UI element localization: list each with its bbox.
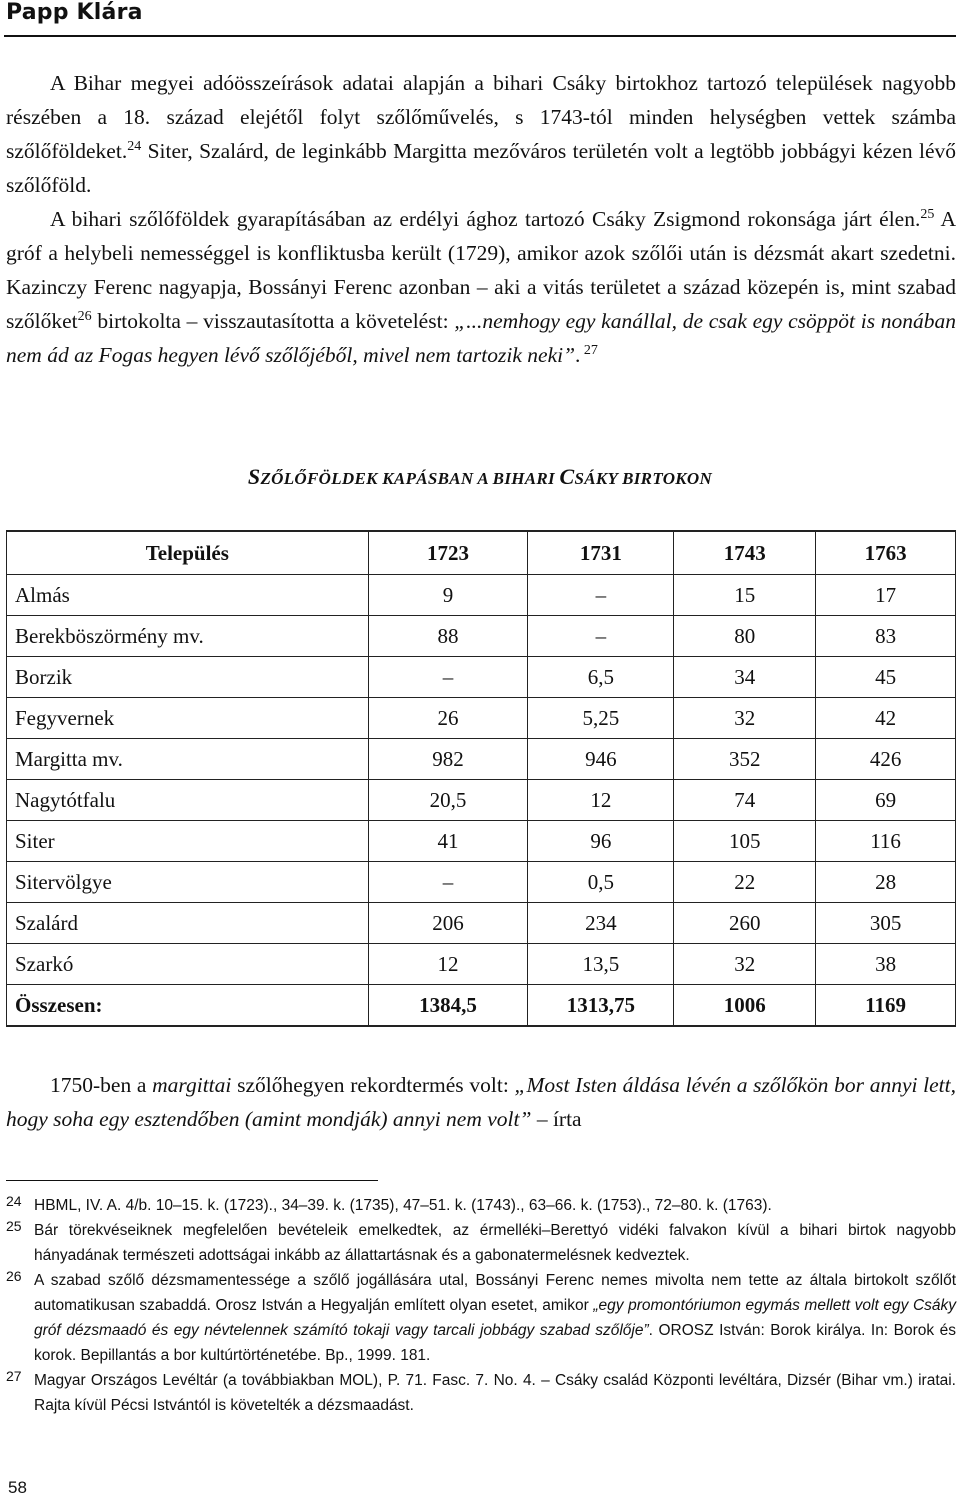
footnote-divider bbox=[6, 1180, 378, 1181]
table-row bbox=[7, 657, 956, 698]
header-divider bbox=[4, 35, 956, 37]
header-cell: 1731 bbox=[528, 531, 674, 575]
value-cell: 305 bbox=[816, 903, 956, 944]
paragraph-3-part-2: szőlőhegyen rekordtermés volt: bbox=[231, 1073, 515, 1097]
value-cell: 12 bbox=[368, 944, 528, 985]
table-title-initial-2: C bbox=[559, 464, 575, 489]
value-cell: 426 bbox=[816, 739, 956, 780]
value-cell: 105 bbox=[674, 821, 816, 862]
value-cell: 88 bbox=[368, 616, 528, 657]
table-body bbox=[7, 531, 956, 1026]
value-cell: 946 bbox=[528, 739, 674, 780]
body-text-top bbox=[6, 66, 956, 372]
settlement-cell: Borzik bbox=[7, 657, 369, 698]
footnote-ref-24: 24 bbox=[127, 138, 142, 154]
footnote-25 bbox=[6, 1218, 956, 1268]
paragraph-2-part-2: A gróf a helybeli nemességgel is konfliktusba került (1729), amikor azok szőlői után is dézsmát akart szedetni. Kazinczy Ferenc nagyapja, Bossányi Ferenc azonban – aki a vitás területet a század közepén is, mint szabad szőlőket bbox=[6, 207, 957, 333]
value-cell: 12 bbox=[528, 780, 674, 821]
header-cell: 1743 bbox=[674, 531, 816, 575]
value-cell: 6,5 bbox=[528, 657, 674, 698]
value-cell: 45 bbox=[816, 657, 956, 698]
header-cell: 1723 bbox=[368, 531, 528, 575]
footnote-number: 26 bbox=[6, 1268, 22, 1284]
header-cell: 1763 bbox=[816, 531, 956, 575]
paragraph-3-place: margittai bbox=[152, 1073, 232, 1097]
footnote-ref-26: 26 bbox=[77, 308, 92, 324]
value-cell: 74 bbox=[674, 780, 816, 821]
value-cell: 96 bbox=[528, 821, 674, 862]
page-number: 58 bbox=[8, 1478, 27, 1497]
table-row bbox=[7, 862, 956, 903]
settlement-cell: Berekböszörmény mv. bbox=[7, 616, 369, 657]
footnote-27 bbox=[6, 1368, 956, 1418]
paragraph-3-part-3: – írta bbox=[531, 1107, 582, 1131]
value-cell: 69 bbox=[816, 780, 956, 821]
footnotes bbox=[6, 1193, 956, 1418]
value-cell: 42 bbox=[816, 698, 956, 739]
table-row bbox=[7, 739, 956, 780]
paragraph-1 bbox=[6, 66, 956, 202]
value-cell: – bbox=[368, 862, 528, 903]
value-cell: 1313,75 bbox=[528, 985, 674, 1027]
value-cell: 15 bbox=[674, 575, 816, 616]
settlement-cell: Almás bbox=[7, 575, 369, 616]
value-cell: 80 bbox=[674, 616, 816, 657]
value-cell: 26 bbox=[368, 698, 528, 739]
value-cell: 982 bbox=[368, 739, 528, 780]
table-row bbox=[7, 698, 956, 739]
paragraph-3-part-1: 1750-ben a bbox=[50, 1073, 153, 1097]
table-row bbox=[7, 903, 956, 944]
footnote-text: A szabad szőlő dézsmamentessége a szőlő jogállására utal, Bossányi Ferenc nemes mivolta nem tette az általa birtokolt szőlőt automatikusan szabaddá. Orosz István a Hegyalján említett olyan esetet, amikor bbox=[34, 1272, 956, 1314]
footnote-number: 24 bbox=[6, 1193, 22, 1209]
footnote-number: 25 bbox=[6, 1218, 22, 1234]
value-cell: 32 bbox=[674, 944, 816, 985]
value-cell: 0,5 bbox=[528, 862, 674, 903]
value-cell: – bbox=[528, 616, 674, 657]
value-cell: 22 bbox=[674, 862, 816, 903]
value-cell: 17 bbox=[816, 575, 956, 616]
header-cell: Település bbox=[7, 531, 369, 575]
paragraph-2-part-3: birtokolta – visszautasította a követelést: bbox=[91, 309, 455, 333]
paragraph-2-part-1: A bihari szőlőföldek gyarapításában az erdélyi ághoz tartozó Csáky Zsigmond rokonsága járt élen. bbox=[50, 207, 921, 231]
settlement-cell: Margitta mv. bbox=[7, 739, 369, 780]
paragraph-2 bbox=[6, 202, 956, 372]
table-row bbox=[7, 944, 956, 985]
value-cell: 5,25 bbox=[528, 698, 674, 739]
table-title bbox=[0, 464, 960, 490]
footnote-text: Magyar Országos Levéltár (a továbbiakban MOL), P. 71. Fasc. 7. No. 4. – Csáky család Központi levéltára, Dizsér (Bihar vm.) iratai. Rajta kívül Pécsi Istvántól is követelték a dézsmaadást. bbox=[34, 1372, 956, 1414]
footnote-text: . OROSZ István: Borok királya. In: Borok és korok. Bepillantás a bor kultúrtörténetébe. Bp., 1999. 181. bbox=[34, 1322, 957, 1364]
paragraph-2-quote: „...nemhogy egy kanállal, de csak egy csöppöt is nonában nem ád az Fogas hegyen lévő szőlőjéből, mivel nem tartozik neki” bbox=[6, 309, 957, 367]
value-cell: – bbox=[368, 657, 528, 698]
footnote-24 bbox=[6, 1193, 956, 1218]
settlement-cell: Fegyvernek bbox=[7, 698, 369, 739]
footnote-text: Bár törekvéseiknek megfelelően bevételeik emelkedtek, az érmelléki–Berettyó vidéki falvakon kívül a bihari birtok nagyobb hányadának természeti adottságai inkább az állattartásnak és a gabonatermelésnek kedveztek. bbox=[34, 1222, 956, 1264]
paragraph-3 bbox=[6, 1068, 956, 1136]
footnote-number: 27 bbox=[6, 1368, 22, 1384]
footnote-text: HBML, IV. A. 4/b. 10–15. k. (1723)., 34–39. k. (1735), 47–51. k. (1743)., 63–66. k. (1753)., 72–80. k. (1763). bbox=[34, 1197, 772, 1214]
settlement-cell: Összesen: bbox=[7, 985, 369, 1027]
value-cell: 41 bbox=[368, 821, 528, 862]
value-cell: 206 bbox=[368, 903, 528, 944]
settlement-cell: Szalárd bbox=[7, 903, 369, 944]
settlement-cell: Siter bbox=[7, 821, 369, 862]
settlement-cell: Sitervölgye bbox=[7, 862, 369, 903]
table-header-row bbox=[7, 531, 956, 575]
body-text-bottom bbox=[6, 1068, 956, 1136]
table-total-row bbox=[7, 985, 956, 1027]
table-title-initial-1: S bbox=[247, 464, 261, 489]
paragraph-2-part-4: . bbox=[575, 343, 581, 367]
value-cell: 234 bbox=[528, 903, 674, 944]
vineyard-table bbox=[6, 530, 956, 1027]
value-cell: 83 bbox=[816, 616, 956, 657]
table-row bbox=[7, 821, 956, 862]
table-row bbox=[7, 616, 956, 657]
value-cell: 1006 bbox=[674, 985, 816, 1027]
value-cell: 9 bbox=[368, 575, 528, 616]
value-cell: 34 bbox=[674, 657, 816, 698]
table-title-text-2: SÁKY BIRTOKON bbox=[574, 469, 713, 488]
value-cell: 20,5 bbox=[368, 780, 528, 821]
value-cell: 13,5 bbox=[528, 944, 674, 985]
table-title-text-1: ZŐLŐFÖLDEK KAPÁSBAN A BIHARI bbox=[260, 469, 560, 488]
settlement-cell: Nagytótfalu bbox=[7, 780, 369, 821]
table-row bbox=[7, 575, 956, 616]
value-cell: – bbox=[528, 575, 674, 616]
table-row bbox=[7, 780, 956, 821]
value-cell: 116 bbox=[816, 821, 956, 862]
value-cell: 1384,5 bbox=[368, 985, 528, 1027]
footnote-ref-27: 27 bbox=[580, 342, 598, 358]
settlement-cell: Szarkó bbox=[7, 944, 369, 985]
paragraph-1-sentence-2: Siter, Szalárd, de leginkább Margitta mezőváros területén volt a legtöbb jobbágyi kézen lévő szőlőföld. bbox=[6, 139, 956, 197]
paragraph-3-quote: „Most Isten áldása lévén a szőlőkön bor annyi lett, hogy soha egy esztendőben (amint mondják) annyi nem volt” bbox=[6, 1073, 956, 1131]
value-cell: 32 bbox=[674, 698, 816, 739]
value-cell: 1169 bbox=[816, 985, 956, 1027]
paragraph-1-sentence-1: A Bihar megyei adóösszeírások adatai alapján a bihari Csáky birtokhoz tartozó települések nagyobb részében a 18. század elejétől folyt szőlőművelés, s 1743-tól minden helységben vettek számba szőlőföldeket. bbox=[6, 71, 956, 163]
value-cell: 352 bbox=[674, 739, 816, 780]
value-cell: 38 bbox=[816, 944, 956, 985]
value-cell: 28 bbox=[816, 862, 956, 903]
footnote-quote: „egy promontóriumon egymás mellett volt egy Csáky gróf dézsmaadó és egy névtelennek számító tokaji vagy tarcali jobbágy szabad szőlője” bbox=[34, 1297, 957, 1339]
footnote-26 bbox=[6, 1268, 956, 1368]
value-cell: 260 bbox=[674, 903, 816, 944]
page-header-author: Papp Klára bbox=[6, 0, 143, 25]
footnote-ref-25: 25 bbox=[920, 206, 935, 222]
